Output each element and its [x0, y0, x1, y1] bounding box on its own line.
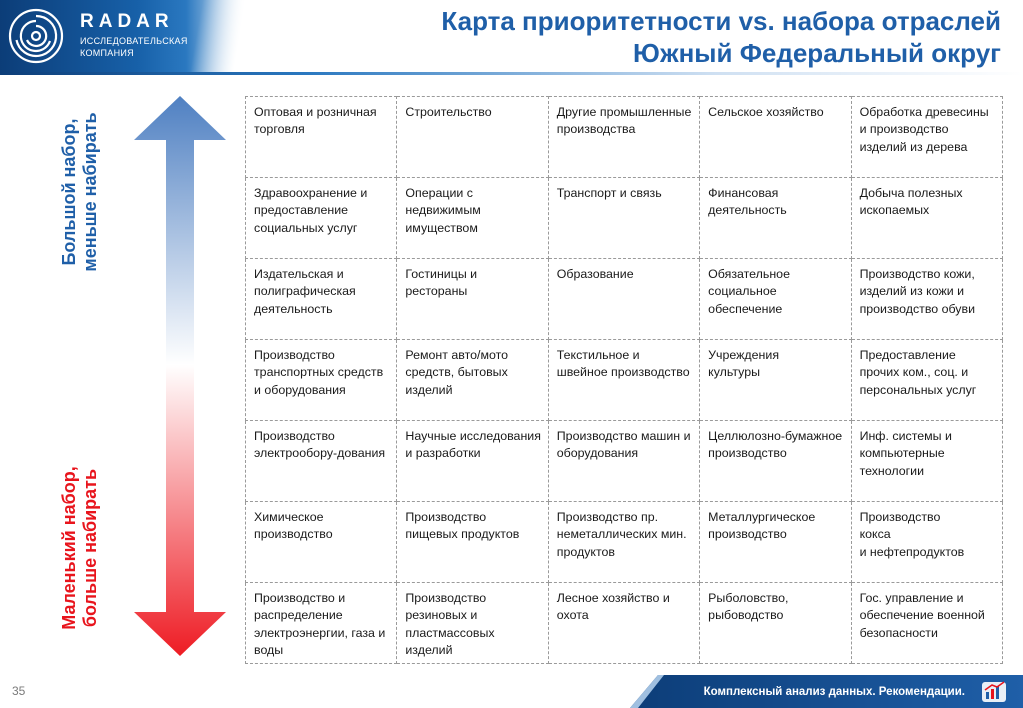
- table-cell: Научные исследования и разработки: [397, 421, 548, 502]
- table-cell: Производство машин и оборудования: [548, 421, 699, 502]
- table-row: [246, 259, 1003, 340]
- chart-globe-icon: [980, 678, 1008, 705]
- table-cell: Другие промышленные производства: [548, 97, 699, 178]
- table-cell: Лесное хозяйство и охота: [548, 583, 699, 664]
- table-cell: Производство резиновых и пластмассовых изделий: [397, 583, 548, 664]
- table-row: [246, 340, 1003, 421]
- table-cell: Производство пищевых продуктов: [397, 502, 548, 583]
- table-cell: Целлюлозно-бумажное производство: [700, 421, 851, 502]
- brand-subtitle: ИССЛЕДОВАТЕЛЬСКАЯ КОМПАНИЯ: [80, 36, 188, 58]
- table-cell: Производство и распределение электроэнергии, газа и воды: [246, 583, 397, 664]
- table-cell: Транспорт и связь: [548, 178, 699, 259]
- table-cell: Образование: [548, 259, 699, 340]
- table-cell: Химическое производство: [246, 502, 397, 583]
- table-cell: Производство кокса и нефтепродуктов: [851, 502, 1002, 583]
- industry-grid: [245, 96, 1003, 664]
- table-cell: Издательская и полиграфическая деятельность: [246, 259, 397, 340]
- table-cell: Инф. системы и компьютерные технологии: [851, 421, 1002, 502]
- table-cell: Металлургическое производство: [700, 502, 851, 583]
- axis-top-label: Большой набор, меньше набирать: [59, 112, 100, 272]
- table-cell: Строительство: [397, 97, 548, 178]
- table-cell: Ремонт авто/мото средств, бытовых изделий: [397, 340, 548, 421]
- table-cell: Сельское хозяйство: [700, 97, 851, 178]
- page-title-line2: Южный Федеральный округ: [633, 38, 1001, 68]
- page-number: 35: [12, 684, 26, 698]
- table-cell: Оптовая и розничная торговля: [246, 97, 397, 178]
- table-cell: Операции с недвижимым имуществом: [397, 178, 548, 259]
- table-cell: Производство пр. неметаллических мин. продуктов: [548, 502, 699, 583]
- header-divider: [0, 72, 1023, 75]
- double-arrow-icon: [134, 96, 226, 656]
- page-title-line1: Карта приоритетности vs. набора отраслей: [441, 6, 1001, 36]
- table-cell: Производство кожи, изделий из кожи и производство обуви: [851, 259, 1002, 340]
- header: [0, 0, 1023, 74]
- table-cell: Рыболовство, рыбоводство: [700, 583, 851, 664]
- footer-caption: Комплексный анализ данных. Рекомендации.: [703, 686, 965, 698]
- table-row: [246, 583, 1003, 664]
- table-cell: Финансовая деятельность: [700, 178, 851, 259]
- table-cell: Гостиницы и рестораны: [397, 259, 548, 340]
- table-cell: Обязательное социальное обеспечение: [700, 259, 851, 340]
- table-row: [246, 178, 1003, 259]
- table-cell: Гос. управление и обеспечение военной безопасности: [851, 583, 1002, 664]
- table-cell: Учреждения культуры: [700, 340, 851, 421]
- table-row: [246, 502, 1003, 583]
- table-cell: Текстильное и швейное производство: [548, 340, 699, 421]
- table-cell: Предоставление прочих ком., соц. и персональных услуг: [851, 340, 1002, 421]
- table-cell: Здравоохранение и предоставление социальных услуг: [246, 178, 397, 259]
- radar-logo-icon: [8, 8, 64, 64]
- table-cell: Добыча полезных ископаемых: [851, 178, 1002, 259]
- table-row: [246, 97, 1003, 178]
- table-cell: Обработка древесины и производство изделий из дерева: [851, 97, 1002, 178]
- brand-name: RADAR: [80, 11, 174, 32]
- logo-block: [0, 0, 248, 72]
- table-cell: Производство электрообору-дования: [246, 421, 397, 502]
- table-cell: Производство транспортных средств и оборудования: [246, 340, 397, 421]
- table-row: [246, 421, 1003, 502]
- axis-bottom-label: Маленький набор, больше набирать: [59, 466, 100, 630]
